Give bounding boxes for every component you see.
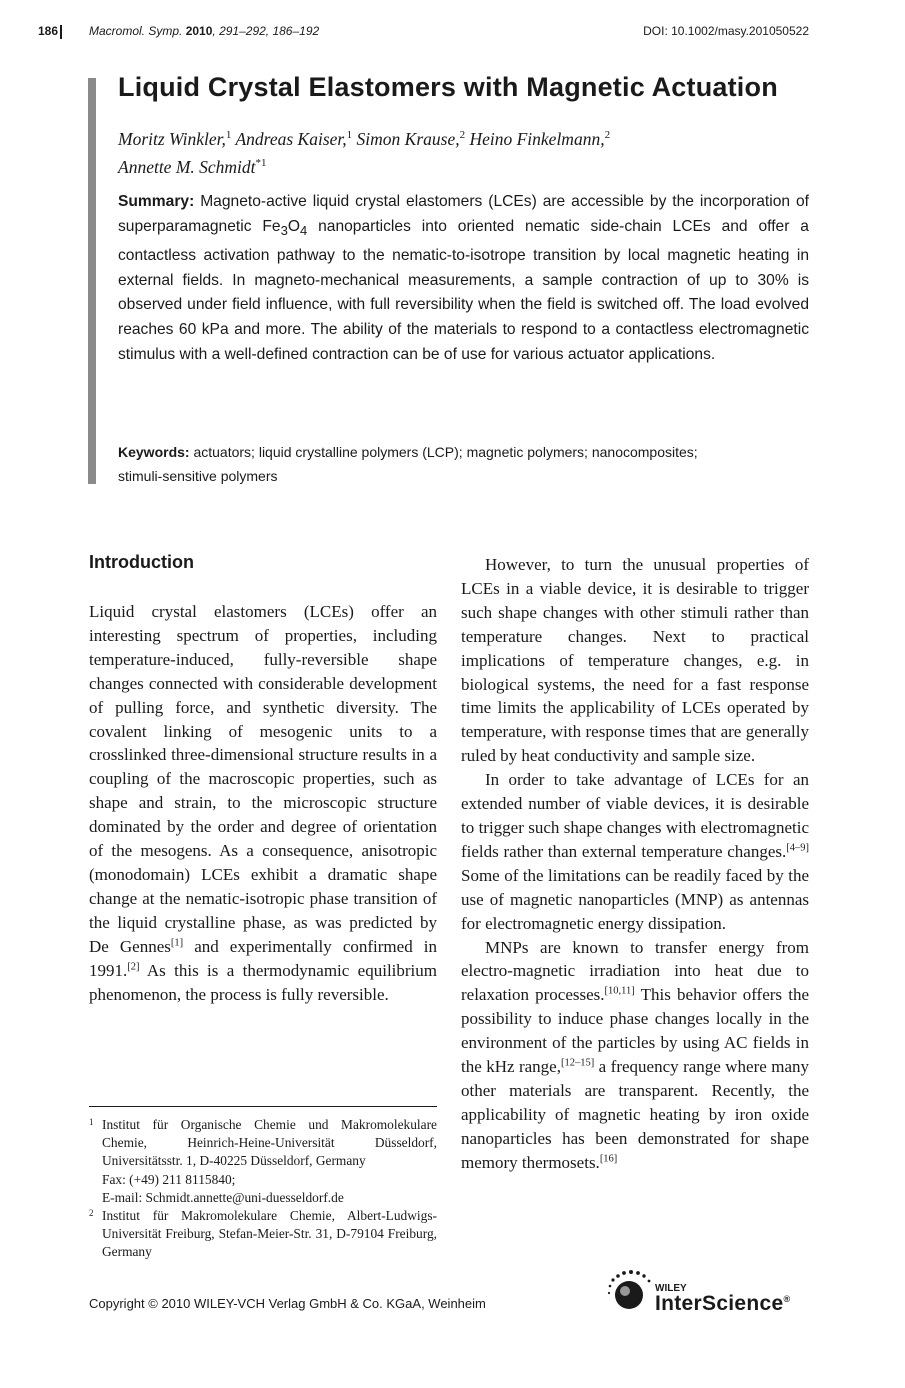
keywords-label: Keywords: [118, 444, 190, 460]
intro-paragraph-3: In order to take advantage of LCEs for an extended number of viable devices, it is desirable to trigger such shape changes with electromagnetic fields rather than external temperature changes.[4–9] Some of the limitations can be readily faced by the use of magnetic nanoparticles (MNP) as antennas for electromagnetic energy dissipation. [461, 770, 809, 933]
fax-number: Fax: (+49) 211 8115840; [102, 1171, 236, 1187]
article-title: Liquid Crystal Elastomers with Magnetic Actuation [118, 72, 778, 102]
intro-paragraph-4: MNPs are known to transfer energy from electro-magnetic irradiation into heat due to relaxation processes.[10,11] This behavior offers the possibility to induce phase changes locally in the environment of the particles by using AC fields in the kHz range,[12–15] a frequency range where many other materials are transparent. Recently, the applicability of magnetic heating by iron oxide nanoparticles has been demonstrated for shape memory thermosets.[16] [461, 937, 809, 1172]
copyright-notice: Copyright © 2010 WILEY-VCH Verlag GmbH & Co. KGaA, Weinheim [89, 1296, 486, 1311]
footnote-number: 1 [89, 1117, 94, 1127]
title-block [88, 72, 809, 484]
footnote-item: 1 Institut für Organische Chemie und Makromolekulare Chemie, Heinrich-Heine-Universität Düsseldorf, Universitätsstr. 1, D-40225 Düsseldorf, Germany Fax: (+49) 211 8115840; E-mail: Schmidt.annette@uni-duesseldorf.de [89, 1116, 437, 1207]
footnote-divider [89, 1106, 437, 1107]
citation-ref[interactable]: [16] [599, 1153, 618, 1164]
page-number-divider [60, 25, 62, 39]
right-column-text [461, 553, 809, 1175]
intro-paragraph-2: However, to turn the unusual properties of LCEs in a viable device, it is desirable to trigger such shape changes with other stimuli rather than temperature changes. Next to practical implications of temperature changes, e.g. in biological systems, the need for a fast response time limits the applicability of LCEs operated by temperature, with response times that are generally ruled by heat conductivity and sample size. [461, 555, 809, 766]
section-heading-introduction: Introduction [89, 552, 194, 572]
interscience-globe-icon [607, 1270, 655, 1316]
logo-interscience-text: InterScience® [655, 1292, 791, 1315]
journal-citation: Macromol. Symp. 2010, 291–292, 186–192 [89, 24, 320, 38]
citation-ref[interactable]: [4–9] [786, 842, 809, 854]
citation-ref[interactable]: [1] [170, 937, 184, 949]
affiliation-footnotes [89, 1116, 437, 1262]
summary-label: Summary: [118, 193, 195, 210]
keywords: Keywords: actuators; liquid crystalline polymers (LCP); magnetic polymers; nanocomposites; stimuli-sensitive polymers [118, 444, 698, 484]
citation-ref[interactable]: [12–15] [560, 1057, 595, 1069]
page-number: 186 [38, 24, 59, 38]
email-link[interactable]: E-mail: Schmidt.annette@uni-duesseldorf.de [102, 1189, 344, 1205]
intro-paragraph-1: Liquid crystal elastomers (LCEs) offer an interesting spectrum of properties, including temperature-induced, fully-reversible shape changes connected with considerable development of pulling force, and synthetic diversity. The covalent linking of mesogenic units to a crosslinked three-dimensional structure results in a coupling of the macroscopic properties, such as shape and strain, to the microscopic structure dominated by the order and degree of orientation of the mesogens. As a consequence, anisotropic (monodomain) LCEs exhibit a dramatic shape change at the nematic-isotropic phase transition of the liquid crystalline phase, as was predicted by De Gennes[1] and experimentally confirmed in 1991.[2] As this is a thermodynamic equilibrium phenomenon, the process is fully reversible. [89, 602, 437, 1004]
footnote-item: 2 Institut für Makromolekulare Chemie, Albert-Ludwigs-Universität Freiburg, Stefan-Meier-Str. 31, D-79104 Freiburg, Germany [89, 1207, 437, 1262]
citation-ref[interactable]: [2] [127, 960, 140, 972]
page-header [38, 24, 809, 44]
left-column-text [89, 600, 437, 1006]
footnote-number: 2 [89, 1208, 94, 1219]
title-sidebar-bar [88, 78, 96, 484]
journal-pages: , 291–292, 186–192 [212, 24, 320, 38]
wiley-interscience-logo [607, 1270, 812, 1316]
journal-year: 2010 [185, 24, 213, 38]
logo-wiley-text: WILEY [655, 1283, 687, 1294]
doi-link[interactable]: DOI: 10.1002/masy.201050522 [643, 24, 809, 38]
citation-ref[interactable]: [10,11] [604, 985, 635, 997]
summary-abstract: Summary: Magneto-active liquid crystal elastomers (LCEs) are accessible by the incorporation of superparamagnetic $Fe_3O_4$ nanoparticles into oriented nematic side-chain LCEs and offer a contactless activation pathway to the nematic-to-isotrope transition by local magnetic heating in external fields. In magneto-mechanical measurements, a sample contraction of up to 30% is observed under field influence, with full reversibility when the field is switched off. The load evolved reaches 60 kPa and more. The ability of the materials to respond to a contactless electromagnetic stimulus with a well-defined contraction can be of use for various actuator applications. [118, 193, 809, 363]
author-list: Moritz Winkler,$^1$ Andreas Kaiser,$^1$ Simon Krause,$^2$ Heino Finkelmann,$^2$ Annette M. Schmidt$^{*1}$ [118, 128, 611, 177]
